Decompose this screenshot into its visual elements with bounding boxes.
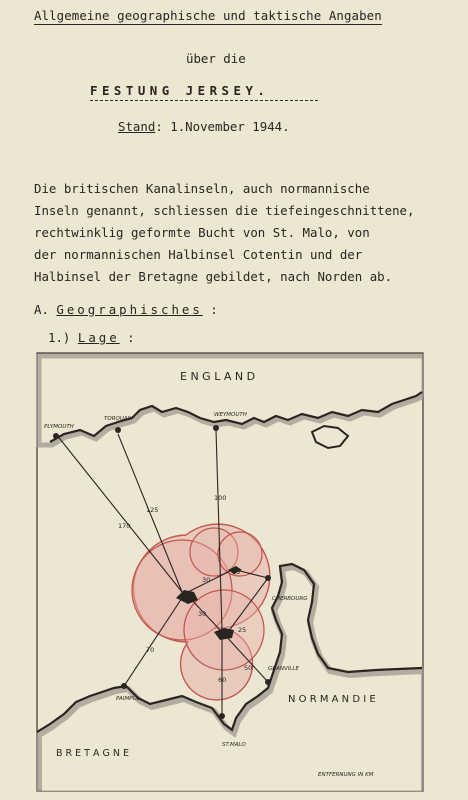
label-stmalo: ST.MALO	[222, 742, 246, 748]
region-bretagne: B R E T A G N E	[56, 748, 130, 759]
subsection-prefix: 1.)	[48, 330, 71, 345]
distance-guernsey-jersey: 30	[198, 610, 207, 618]
marker-stmalo	[219, 713, 225, 719]
map-legend: ENTFERNUNG IN KM	[318, 772, 374, 778]
marker-granville	[265, 679, 271, 685]
line-plymouth	[56, 434, 182, 592]
marker-plymouth	[53, 433, 59, 439]
status-value: : 1.November 1944.	[155, 119, 290, 134]
subsection-title: Lage	[77, 330, 120, 345]
marker-paimpol	[121, 683, 127, 689]
region-normandie: N O R M A N D I E	[288, 694, 376, 705]
distance-granville: 50	[244, 664, 253, 672]
label-torquay: TORQUAY	[104, 416, 131, 422]
distance-guernsey-alderney: 30	[202, 576, 211, 584]
intro-line: rechtwinklig geformte Bucht von St. Malo, von	[34, 225, 370, 240]
section-prefix: A.	[34, 302, 49, 317]
region-england: E N G L A N D	[180, 370, 256, 383]
distance-paimpol: 70	[146, 646, 155, 654]
intro-paragraph	[34, 178, 414, 288]
fortress-title: FESTUNG JERSEY.	[90, 83, 270, 98]
section-title: Geographisches	[56, 302, 203, 317]
intro-line: Die britischen Kanalinseln, auch normannische	[34, 181, 370, 196]
location-map	[36, 352, 424, 792]
document-subtitle: über die	[186, 51, 246, 66]
distance-weymouth: 100	[214, 494, 227, 502]
distance-plymouth: 170	[118, 522, 131, 530]
status-line	[118, 119, 290, 134]
label-granville: GRANVILLE	[268, 666, 299, 672]
label-cherbourg: CHERBOURG	[272, 596, 308, 602]
label-weymouth: WEYMOUTH	[214, 412, 247, 418]
title-underline	[90, 100, 318, 101]
intro-line: Inseln genannt, schliessen die tiefeingeschnittene,	[34, 203, 415, 218]
intro-line: der normannischen Halbinsel Cotentin und der	[34, 247, 363, 262]
document-title: Allgemeine geographische und taktische Angaben	[34, 8, 382, 23]
subsection-heading	[48, 330, 135, 345]
status-label: Stand	[118, 119, 156, 134]
label-plymouth: PLYMOUTH	[44, 424, 74, 430]
distance-torquay: 125	[146, 506, 159, 514]
marker-cherbourg	[265, 575, 271, 581]
section-suffix: :	[210, 302, 218, 317]
marker-torquay	[115, 427, 121, 433]
label-paimpol: PAIMPOL	[116, 696, 140, 702]
subsection-suffix: :	[127, 330, 135, 345]
intro-line: Halbinsel der Bretagne gebildet, nach Norden ab.	[34, 269, 393, 284]
distance-cherbourg-jersey: 25	[238, 626, 247, 634]
marker-weymouth	[213, 425, 219, 431]
section-heading	[34, 302, 218, 317]
distance-stmalo: 60	[218, 676, 227, 684]
distance-alderney-cherbourg: 15	[232, 568, 241, 576]
